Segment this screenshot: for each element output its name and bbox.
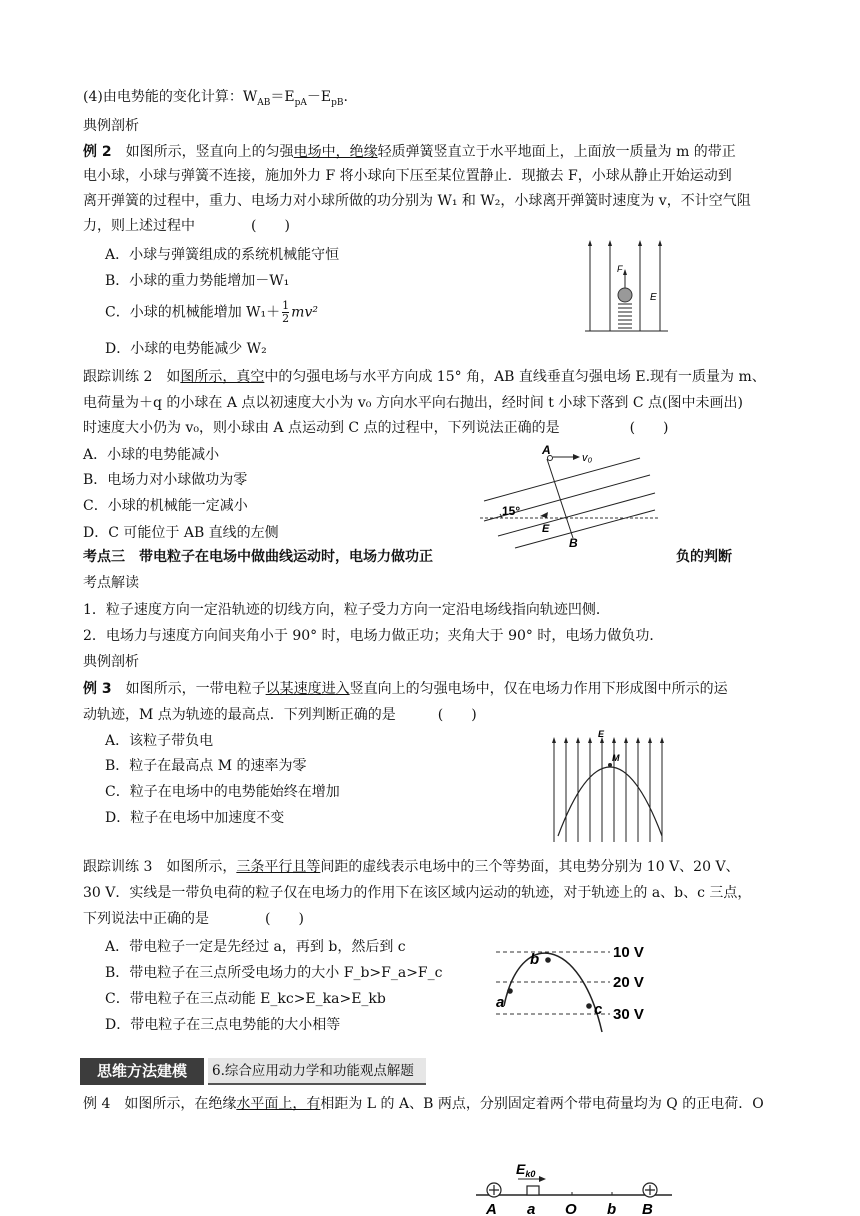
training-2-option-a: A．小球的电势能减小 xyxy=(83,447,220,463)
topic-3-heading-part-1: 考点三 带电粒子在电场中做曲线运动时，电场力做功正 xyxy=(83,549,433,565)
point-A-label: A xyxy=(486,1201,497,1216)
training-2-option-d: D．C 可能位于 AB 直线的左侧 xyxy=(83,525,279,541)
point-a-label: a xyxy=(527,1201,536,1216)
topic-3-point-1: 1．粒子速度方向一定沿轨迹的切线方向，粒子受力方向一定沿电场线指向轨迹凹侧． xyxy=(83,602,610,618)
point-m-label: M xyxy=(612,753,620,763)
figure-inclined-field xyxy=(480,443,660,550)
banner-title: 思维方法建模 xyxy=(80,1058,204,1085)
training-3-option-b: B．带电粒子在三点所受电场力的大小 F_b>F_a>F_c xyxy=(105,965,443,981)
example-3-line-2: 动轨迹，M 点为轨迹的最高点．下列判断正确的是 ( ) xyxy=(83,707,477,723)
topic-3-heading-part-2: 负的判断 xyxy=(676,549,732,565)
example-3-option-d: D．粒子在电场中加速度不变 xyxy=(105,810,285,826)
field-label: E xyxy=(598,729,605,739)
force-label: F xyxy=(617,264,623,274)
example-3-option-c: C．粒子在电场中的电势能始终在增加 xyxy=(105,784,340,800)
banner-subtitle: 6.综合应用动力学和功能观点解题 xyxy=(208,1058,426,1085)
example-2-line-2: 电小球，小球与弹簧不连接，施加外力 F 将小球向下压至某位置静止．现撤去 F，小球从静止开始运动到 xyxy=(83,168,732,184)
method-banner xyxy=(80,1058,426,1085)
angle-label: 15° xyxy=(502,504,521,518)
training-3-option-c: C．带电粒子在三点动能 E_kc>E_ka>E_kb xyxy=(105,991,386,1007)
point-b-label: b xyxy=(607,1201,617,1216)
training-3-line-1: 跟踪训练 3 如图所示，三条平行且等间距的虚线表示电场中的三个等势面，其电势分别为 10 V、20 V、 xyxy=(83,859,740,875)
example-2-option-d: D．小球的电势能减少 W₂ xyxy=(105,341,267,357)
training-3-line-3: 下列说法中正确的是 ( ) xyxy=(83,911,304,927)
example-3-option-b: B．粒子在最高点 M 的速率为零 xyxy=(105,758,307,774)
example-2-option-a: A．小球与弹簧组成的系统机械能守恒 xyxy=(105,247,340,263)
example-2-option-b: B．小球的重力势能增加－W₁ xyxy=(105,273,290,289)
field-label: E xyxy=(542,523,550,535)
example-2-line-3: 离开弹簧的过程中，重力、电场力对小球所做的功分别为 W₁ 和 W₂，小球离开弹簧时速度为 v，不计空气阻 xyxy=(83,193,751,209)
potential-20v: 20 V xyxy=(613,974,644,991)
figure-equipotential xyxy=(492,936,662,1036)
ball xyxy=(618,288,632,302)
topic-3-reading: 考点解读 xyxy=(83,575,139,591)
point-a-label: A xyxy=(542,443,551,457)
training-2-line-3: 时速度大小仍为 v₀，则小球由 A 点运动到 C 点的过程中，下列说法正确的是 ( ) xyxy=(83,420,669,436)
training-2-line-2: 电荷量为＋q 的小球在 A 点以初速度大小为 v₀ 方向水平向右抛出，经时间 t 小球下落到 C 点(图中未画出) xyxy=(83,395,743,411)
point-b-label: b xyxy=(530,951,540,968)
example-3-option-a: A．该粒子带负电 xyxy=(105,733,214,749)
figure-parabola-field xyxy=(548,728,668,844)
training-3-line-2: 30 V．实线是一带负电荷的粒子仅在电场力的作用下在该区域内运动的轨迹，对于轨迹上的 a、b、c 三点， xyxy=(83,885,752,901)
point-a-label: a xyxy=(496,994,505,1011)
example-2-line-1: 例 2 如图所示，竖直向上的匀强电场中，绝缘轻质弹簧竖直立于水平地面上，上面放一质量为 m 的带正 xyxy=(83,144,736,160)
example-3-line-1: 例 3 如图所示，一带电粒子以某速度进入竖直向上的匀强电场中，仅在电场力作用下形成图中所示的运 xyxy=(83,681,728,697)
point-o-label: O xyxy=(565,1201,577,1216)
training-3-option-d: D．带电粒子在三点电势能的大小相等 xyxy=(105,1017,341,1033)
training-3-option-a: A．带电粒子一定是先经过 a，再到 b，然后到 c xyxy=(105,939,406,955)
velocity-label: v₀ xyxy=(582,452,593,464)
example-2-option-c: C．小球的机械能增加 W₁＋ $\frac{1}{2}$ mv² xyxy=(105,299,318,325)
section-heading: 典例剖析 xyxy=(83,654,139,670)
energy-label: $E_{k0}$ xyxy=(516,1161,536,1179)
formula-line: (4)由电势能的变化计算：$W_{AB}=E_{pA}-E_{pB}$. xyxy=(83,89,348,108)
training-2-option-c: C．小球的机械能一定减小 xyxy=(83,498,248,514)
section-heading: 典例剖析 xyxy=(83,118,139,134)
example-2-line-4: 力，则上述过程中 ( ) xyxy=(83,218,290,234)
example-4-line-1: 例 4 如图所示，在绝缘水平面上，有相距为 L 的 A、B 两点，分别固定着两个带电荷量均为 Q 的正电荷．O xyxy=(83,1096,764,1112)
field-label: E xyxy=(650,292,657,303)
potential-30v: 30 V xyxy=(613,1006,644,1023)
figure-two-charges xyxy=(472,1152,677,1216)
point-b-label: B xyxy=(569,536,578,550)
training-2-option-b: B．电场力对小球做功为零 xyxy=(83,472,248,488)
training-2-line-1: 跟踪训练 2 如图所示，真空中的匀强电场与水平方向成 15° 角，AB 直线垂直匀强电场 E.现有一质量为 m、 xyxy=(83,369,766,385)
point-c-label: c xyxy=(594,1001,603,1018)
topic-3-point-2: 2．电场力与速度方向间夹角小于 90° 时，电场力做正功；夹角大于 90° 时，电场力做负功． xyxy=(83,628,664,644)
figure-spring-ball xyxy=(580,236,690,336)
potential-10v: 10 V xyxy=(613,944,644,961)
point-B-label: B xyxy=(642,1201,653,1216)
